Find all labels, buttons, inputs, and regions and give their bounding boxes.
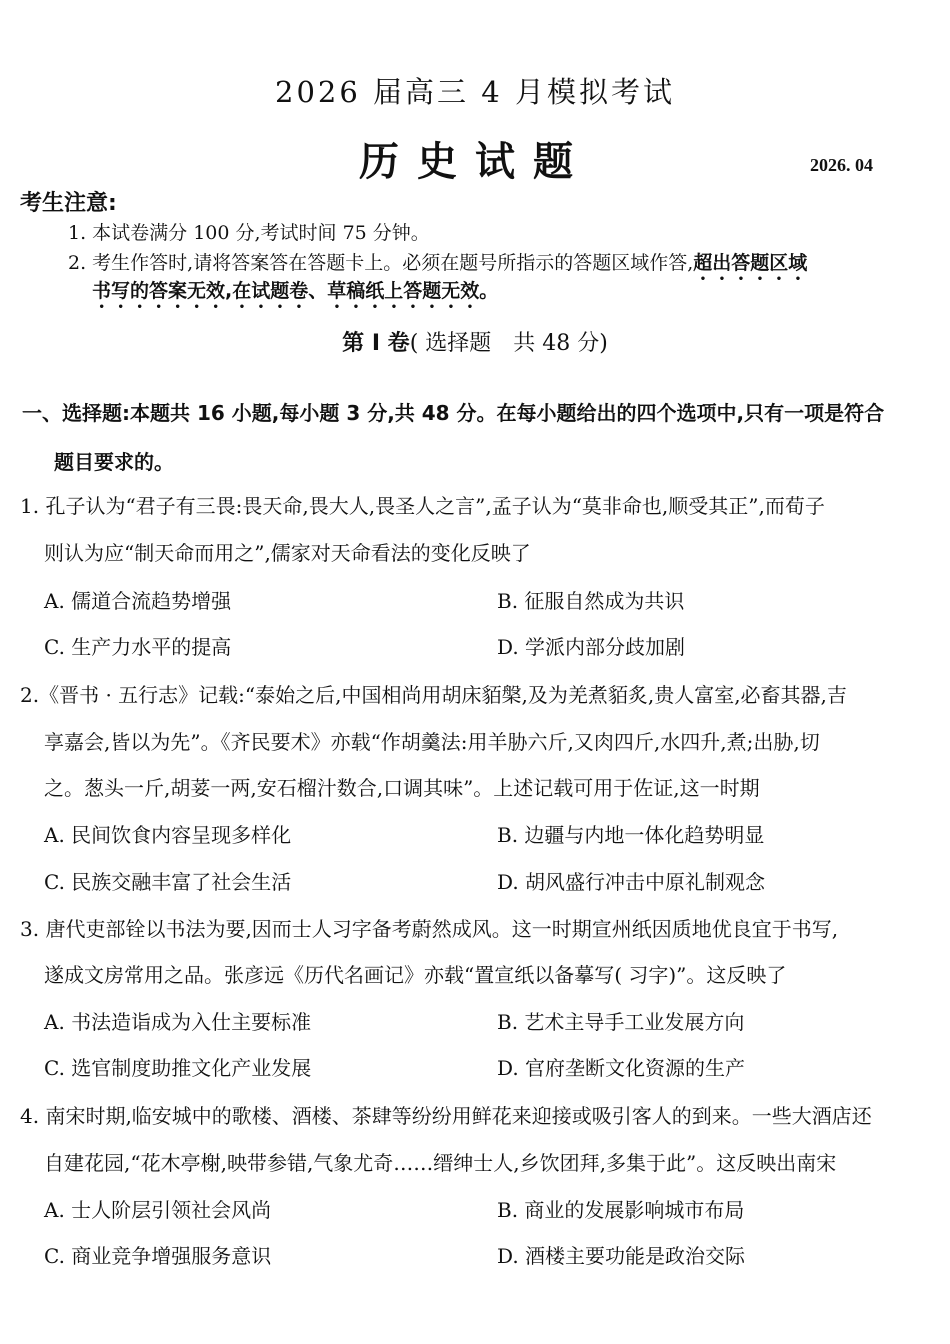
notice-item-2-emphasis-1: 超出答题区域 [693, 252, 808, 274]
question-3-option-b[interactable]: B. 艺术主导手工业发展方向 [497, 1010, 745, 1034]
exam-date: 2026. 04 [810, 155, 873, 175]
question-4-line-1: 4. 南宋时期,临安城中的歌楼、酒楼、茶肆等纷纷用鲜花来迎接或吸引客人的到来。一些大酒店还 [20, 1104, 872, 1128]
question-1-option-b[interactable]: B. 征服自然成为共识 [497, 589, 685, 613]
question-1-option-c[interactable]: C. 生产力水平的提高 [44, 635, 232, 659]
question-3-line-2: 遂成文房常用之品。张彦远《历代名画记》亦载“置宣纸以备摹写( 习字)”。这反映了 [44, 963, 787, 987]
notice-item-1: 1. 本试卷满分 100 分,考试时间 75 分钟。 [68, 222, 430, 244]
notice-item-2-text: 2. 考生作答时,请将答案答在答题卡上。必须在题号所指示的答题区域作答, [68, 252, 694, 274]
question-1-option-d[interactable]: D. 学派内部分歧加剧 [497, 635, 686, 659]
question-1-line-1: 1. 孔子认为“君子有三畏:畏天命,畏大人,畏圣人之言”,孟子认为“莫非命也,顺受其正”,而荀子 [20, 494, 825, 518]
exam-name: 2026 届高三 4 月模拟考试 [275, 75, 675, 109]
question-2-option-d[interactable]: D. 胡风盛行冲击中原礼制观念 [497, 870, 766, 894]
section-heading-line-2: 题目要求的。 [54, 450, 174, 474]
part-title-rest: ( 选择题 共 48 分) [409, 331, 608, 356]
question-4-option-d[interactable]: D. 酒楼主要功能是政治交际 [497, 1244, 746, 1268]
question-1-option-a[interactable]: A. 儒道合流趋势增强 [44, 589, 232, 613]
question-2-option-b[interactable]: B. 边疆与内地一体化趋势明显 [497, 823, 765, 847]
subject-title: 历史试题 [359, 139, 591, 185]
question-2-option-a[interactable]: A. 民间饮食内容呈现多样化 [44, 823, 292, 847]
question-3-line-1: 3. 唐代吏部铨以书法为要,因而士人习字备考蔚然成风。这一时期宣州纸因质地优良宜于书写, [20, 917, 839, 941]
notice-item-2-emphasis-2: 书写的答案无效,在试题卷、草稿纸上答题无效 [92, 280, 480, 302]
question-4-line-2: 自建花园,“花木亭榭,映带参错,气象尤奇……缙绅士人,乡饮团拜,多集于此”。这反映出南宋 [44, 1151, 837, 1175]
question-4-option-b[interactable]: B. 商业的发展影响城市布局 [497, 1198, 745, 1222]
question-3-option-a[interactable]: A. 书法造诣成为入仕主要标准 [44, 1010, 312, 1034]
question-1-line-2: 则认为应“制天命而用之”,儒家对天命看法的变化反映了 [44, 541, 531, 565]
part-title-bold: 第 I 卷 [342, 331, 410, 356]
part-title [0, 326, 950, 357]
notice-item-2-end: 。 [479, 280, 499, 302]
question-4-option-c[interactable]: C. 商业竞争增强服务意识 [44, 1244, 272, 1268]
section-heading-line-1: 一、选择题:本题共 16 小题,每小题 3 分,共 48 分。在每小题给出的四个选项中,只有一项是符合 [22, 401, 885, 425]
notice-item-2-continued [92, 276, 498, 313]
notice-title: 考生注意: [20, 191, 117, 216]
question-2-line-1: 2.《晋书 · 五行志》记载:“泰始之后,中国相尚用胡床貊槃,及为羌煮貊炙,贵人富室,必畜其器,吉 [20, 683, 847, 707]
question-3-option-d[interactable]: D. 官府垄断文化资源的生产 [497, 1056, 746, 1080]
question-2-line-2: 享嘉会,皆以为先”。《齐民要术》亦载“作胡羹法:用羊胁六斤,又肉四斤,水四升,煮;出胁,切 [44, 730, 820, 754]
question-2-option-c[interactable]: C. 民族交融丰富了社会生活 [44, 870, 292, 894]
question-4-option-a[interactable]: A. 士人阶层引领社会风尚 [44, 1198, 272, 1222]
question-3-option-c[interactable]: C. 选官制度助推文化产业发展 [44, 1056, 312, 1080]
question-2-line-3: 之。葱头一斤,胡荽一两,安石榴汁数合,口调其味”。上述记载可用于佐证,这一时期 [44, 776, 760, 800]
